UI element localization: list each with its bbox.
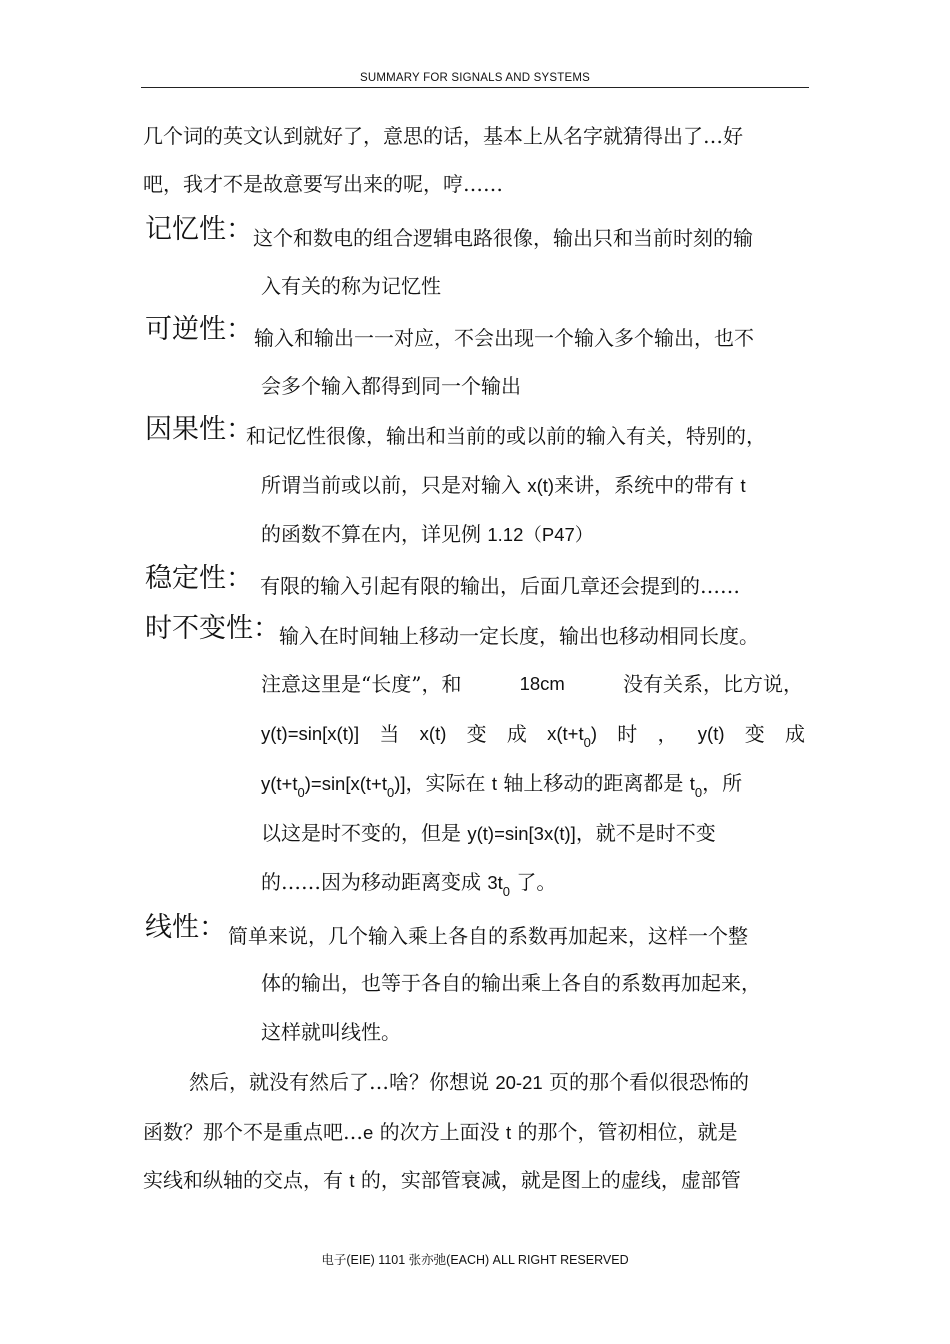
causality-line-1: 和记忆性很像，输出和当前的或以前的输入有关，特别的， [246,424,766,448]
ti-text: 的……因为移动距离变成 [261,870,481,894]
causality-page-ref: （P47） [523,524,594,545]
ti-text: ，就不是时不变 [575,821,716,845]
ti-text: ，实际在 [405,771,486,795]
ti-3t0 [487,872,511,899]
ti-formula: y(t) [697,723,725,744]
ti-formula: x(t) [419,723,447,744]
invertibility-line-2: 会多个输入都得到同一个输出 [261,374,521,398]
closing-page-range: 20-21 [495,1072,543,1093]
ti-formula-part: 3t [487,872,503,893]
ti-text: 时 [617,722,638,746]
closing-text: 的那个，管初相位，就是 [517,1120,738,1144]
ti-subscript: 0 [502,884,511,899]
ti-18cm: 18cm [519,673,565,694]
causality-text: 所谓当前或以前，只是对输入 [261,473,521,497]
ti-formula: y(t)=sin[3x(t)] [467,823,576,844]
time-invariance-line-3 [261,722,805,748]
ti-formula: y(t)=sin[x(t)] [261,723,360,744]
term-memory: 记忆性： [145,214,253,245]
memory-line-2: 入有关的称为记忆性 [261,274,441,298]
ti-text: 成 [785,722,805,746]
closing-t: t [349,1170,355,1191]
closing-e: e [363,1122,374,1143]
term-invertibility: 可逆性： [145,314,253,345]
ti-formula-part: )=sin[x(t+t [304,773,387,794]
causality-text: 的函数不算在内，详见例 [261,522,481,546]
closing-line-1 [189,1070,749,1095]
closing-t: t [506,1122,512,1143]
time-invariance-line-2 [261,672,803,696]
causality-xt: x(t) [527,475,555,496]
causality-line-2 [261,473,746,498]
time-invariance-line-1: 输入在时间轴上移动一定长度，输出也移动相同长度。 [279,624,759,648]
ti-formula-shifted [547,722,597,748]
term-causality: 因果性： [145,414,253,445]
term-linearity: 线性： [145,912,226,943]
ti-subscript: 0 [583,735,591,750]
ti-text: ， [657,722,678,746]
ti-formula-part: ) [590,723,598,744]
memory-line-1: 这个和数电的组合逻辑电路很像，输出只和当前时刻的输 [253,226,753,250]
ti-formula-part: t [689,773,695,794]
ti-text: 变 [744,722,765,746]
closing-text: 的，实部管衰减，就是图上的虚线，虚部管 [360,1168,741,1192]
ti-text: 以这是时不变的，但是 [261,821,461,845]
ti-t0 [689,773,703,800]
ti-text: 变 [466,722,487,746]
page-footer: 电子(EIE) 1101 张亦弛(EACH) ALL RIGHT RESERVED [321,1253,629,1267]
ti-text: 成 [506,722,527,746]
ti-subscript: 0 [386,785,395,800]
ti-subscript: 0 [694,785,703,800]
time-invariance-line-6 [261,870,556,897]
causality-example-number: 1.12 [487,524,524,545]
term-time-invariance: 时不变性： [145,613,280,644]
intro-line-1: 几个词的英文认到就好了，意思的话，基本上从名字就猜得出了…好 [143,124,743,148]
stability-line-1: 有限的输入引起有限的输出，后面几章还会提到的…… [260,574,740,598]
ti-t: t [491,773,498,794]
page-header-title: SUMMARY FOR SIGNALS AND SYSTEMS [359,72,591,84]
intro-line-2: 吧，我才不是故意要写出来的呢，哼…… [143,172,503,196]
linearity-line-3: 这样就叫线性。 [261,1020,401,1044]
time-invariance-line-5 [261,821,716,846]
ti-formula-part: )] [394,773,406,794]
closing-line-3 [143,1168,741,1193]
ti-subscript: 0 [297,785,305,800]
closing-text: 然后，就没有然后了…啥？你想说 [189,1070,489,1094]
ti-text: ，所 [702,771,743,795]
ti-text: 轴上移动的距离都是 [503,771,684,795]
linearity-line-1: 简单来说，几个输入乘上各自的系数再加起来，这样一个整 [228,924,748,948]
invertibility-line-1: 输入和输出一一对应，不会出现一个输入多个输出，也不 [254,326,754,350]
causality-t: t [740,475,746,496]
term-stability: 稳定性： [145,563,253,594]
ti-formula-part: x(t+t [547,723,584,744]
ti-text: 当 [379,722,400,746]
linearity-line-2: 体的输出，也等于各自的输出乘上各自的系数再加起来， [261,971,761,995]
closing-text: 的次方上面没 [379,1120,500,1144]
closing-text: 函数？那个不是重点吧… [143,1120,363,1144]
causality-line-3 [261,522,593,547]
closing-text: 实线和纵轴的交点，有 [143,1168,343,1192]
ti-formula-shifted-output [261,773,406,800]
header-divider [141,87,809,88]
ti-formula-part: y(t+t [261,773,298,794]
ti-text: 没有关系，比方说， [622,672,803,696]
time-invariance-line-4 [261,771,742,798]
ti-text: 了。 [516,870,557,894]
closing-text: 页的那个看似很恐怖的 [549,1070,750,1094]
closing-line-2 [143,1120,738,1145]
causality-text: 来讲，系统中的带有 [554,473,735,497]
ti-text: 注意这里是“长度”，和 [261,672,462,696]
